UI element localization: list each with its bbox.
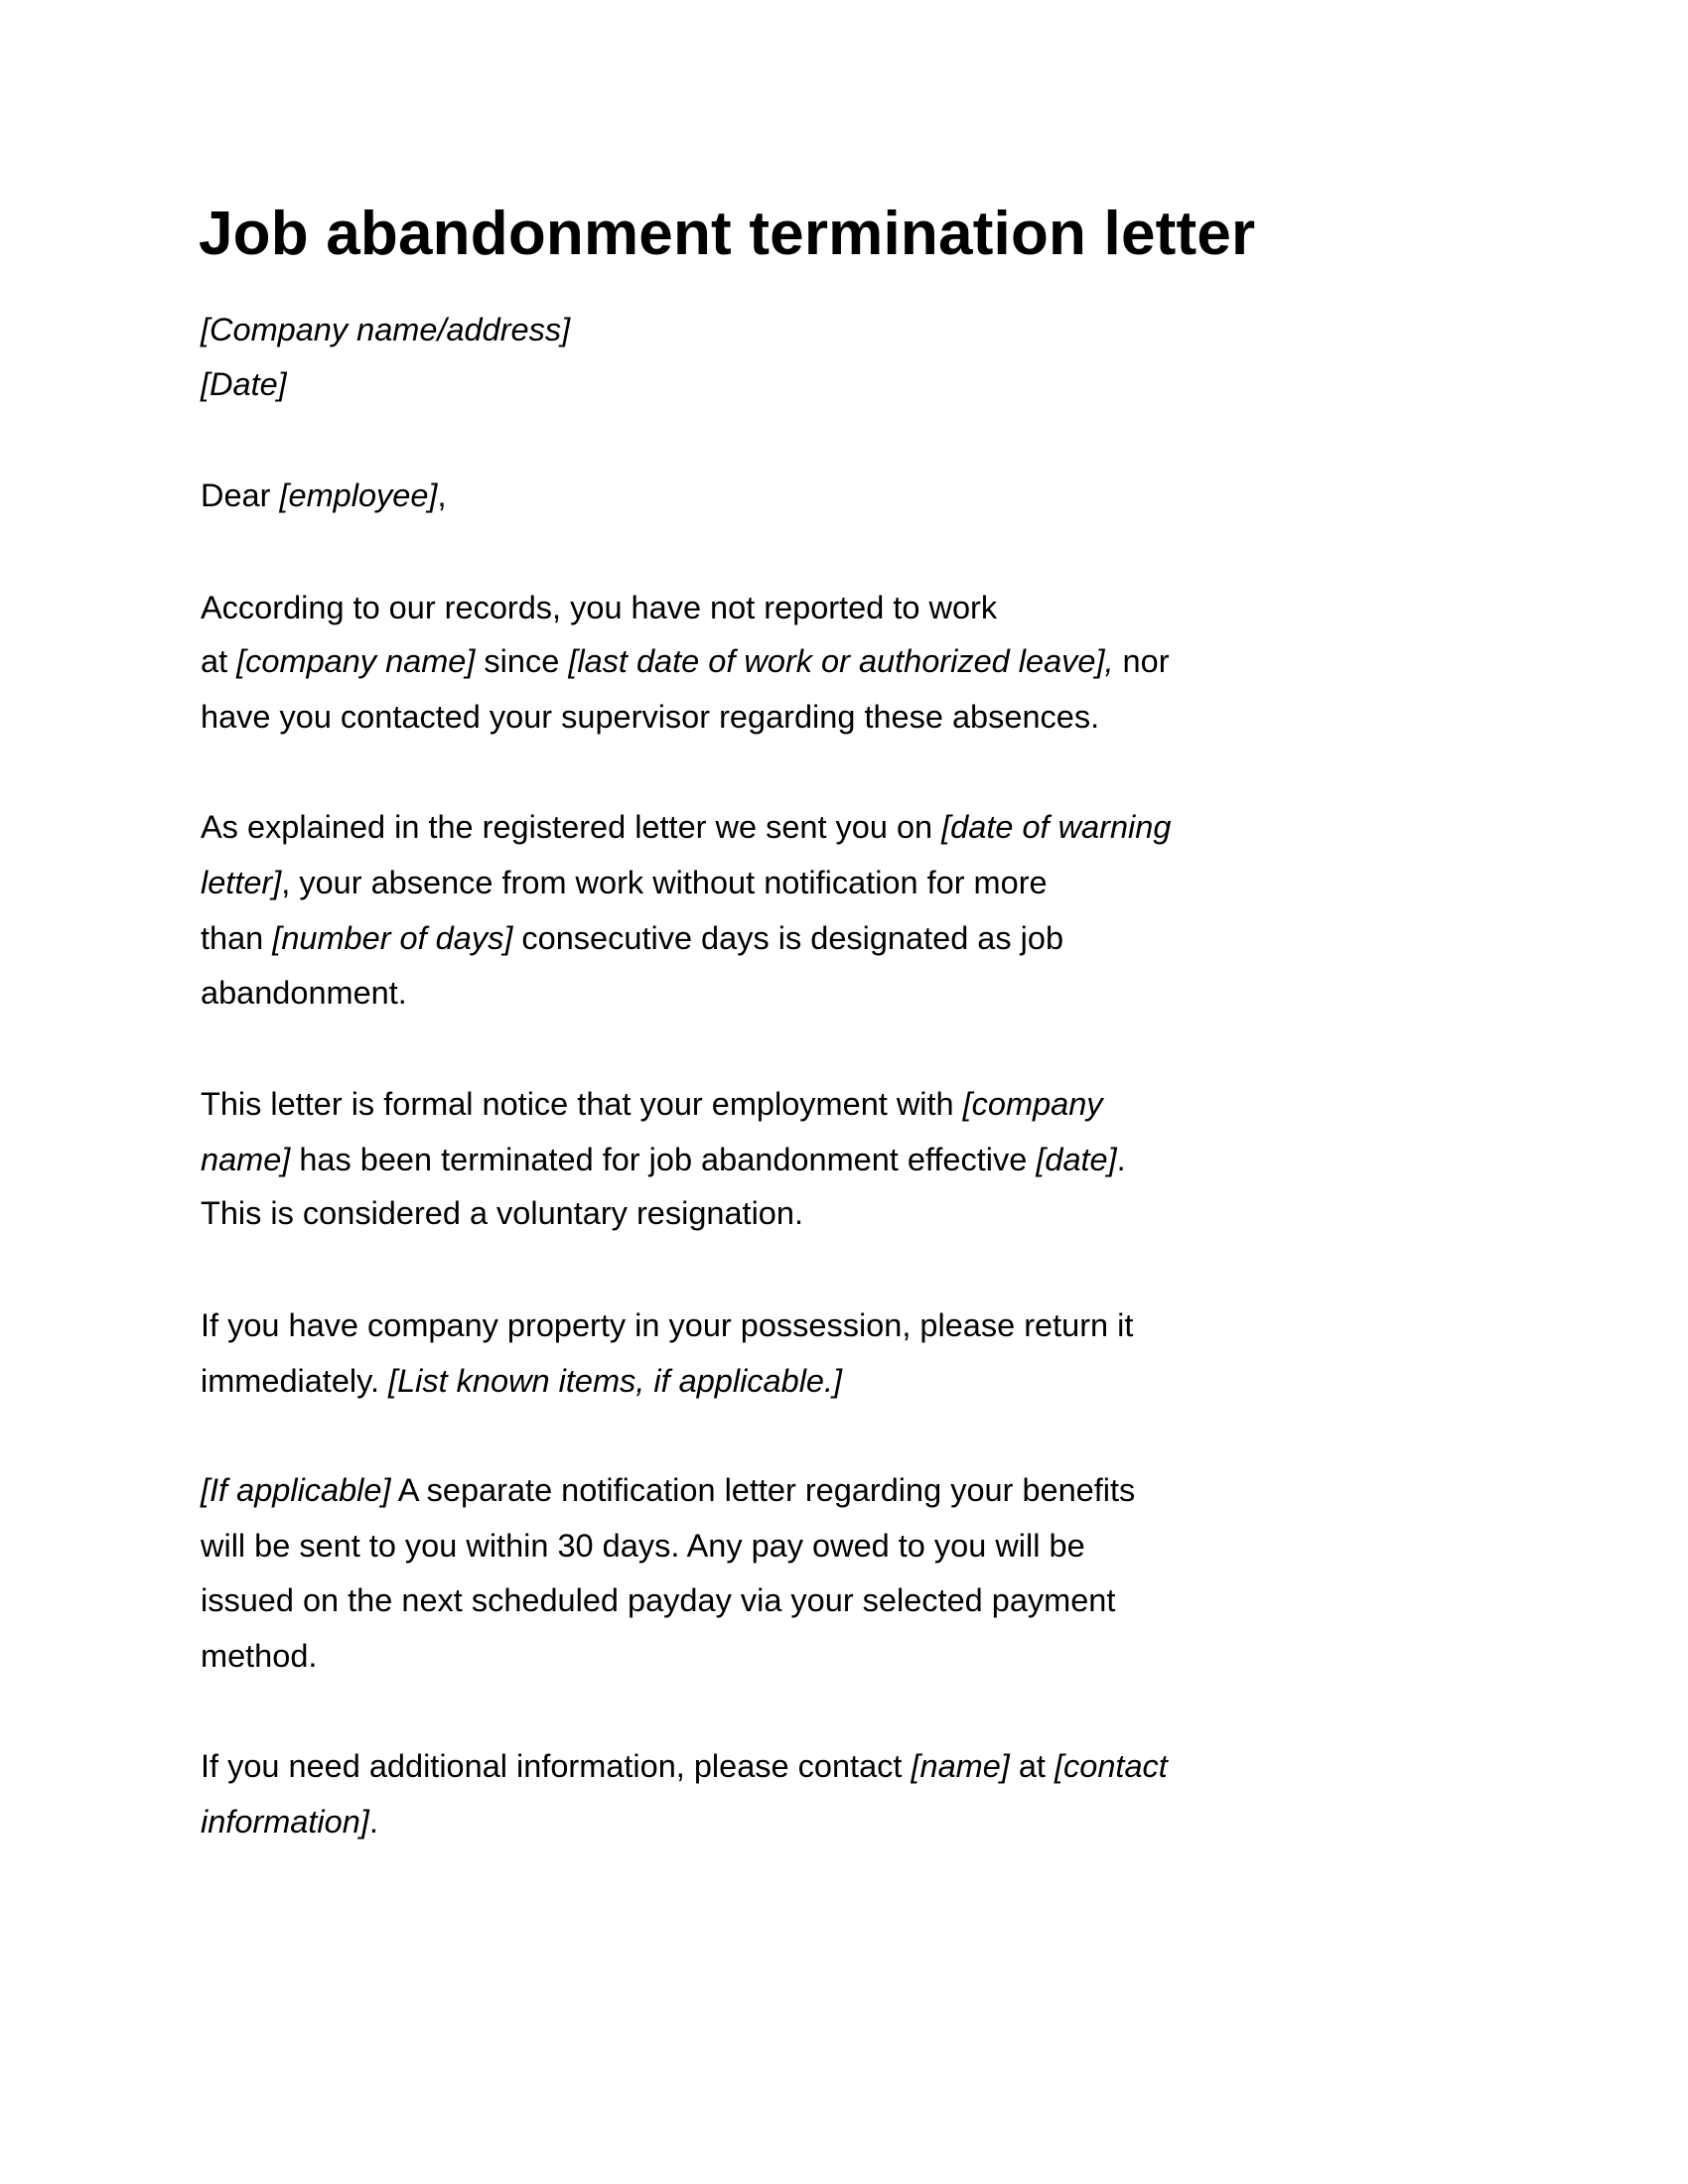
body-text: . — [1116, 1142, 1126, 1177]
body-text: This letter is formal notice that your employment with — [201, 1086, 963, 1122]
body-text: since — [475, 643, 569, 679]
body-text: immediately. — [201, 1363, 389, 1399]
body-text: According to our records, you have not reported to work — [201, 590, 998, 625]
date-placeholder: [Date] — [201, 366, 287, 402]
placeholder-text: [last date of work or authorized leave], — [568, 643, 1114, 679]
placeholder-text: [company — [962, 1086, 1103, 1122]
body-text: If you need additional information, please contact — [201, 1748, 912, 1784]
placeholder-text: [name] — [911, 1748, 1010, 1784]
body-text: nor — [1113, 643, 1170, 679]
paragraph-6-line-2 — [201, 1802, 378, 1842]
paragraph-3-line-2 — [201, 1140, 1126, 1179]
paragraph-2-line-1 — [201, 807, 1171, 847]
paragraph-4-line-1 — [201, 1305, 1133, 1345]
placeholder-text: [date of warning — [941, 809, 1172, 845]
body-text: will be sent to you within 30 days. Any pay owed to you will be — [201, 1528, 1085, 1564]
greeting: Dear [employee], — [201, 478, 447, 513]
placeholder-text: [If applicable] — [201, 1472, 391, 1508]
paragraph-5-line-3 — [201, 1580, 1115, 1620]
paragraph-4-line-2 — [201, 1361, 842, 1401]
paragraph-6-line-1 — [201, 1746, 1168, 1786]
body-text: If you have company property in your possession, please return it — [201, 1307, 1134, 1343]
placeholder-text: letter] — [201, 865, 282, 900]
placeholder-text: [number of days] — [272, 920, 513, 956]
placeholder-text: [contact — [1055, 1748, 1168, 1784]
company-address-placeholder: [Company name/address] — [201, 312, 571, 347]
body-text: than — [201, 920, 273, 956]
paragraph-2-line-4 — [201, 973, 407, 1013]
paragraph-3-line-1 — [201, 1084, 1103, 1124]
body-text: at — [1009, 1748, 1055, 1784]
body-text: consecutive days is designated as job — [512, 920, 1064, 956]
paragraph-1-line-3 — [201, 697, 1099, 737]
placeholder-text: [date] — [1036, 1142, 1117, 1177]
body-text: As explained in the registered letter we sent you on — [201, 809, 942, 845]
body-text: at — [201, 643, 237, 679]
paragraph-1-line-2 — [201, 641, 1170, 681]
paragraph-3-line-3 — [201, 1193, 803, 1233]
body-text: have you contacted your supervisor regarding these absences. — [201, 699, 1100, 735]
body-text: issued on the next scheduled payday via your selected payment — [201, 1582, 1116, 1618]
placeholder-text: [company name] — [236, 643, 476, 679]
document-title: Job abandonment termination letter — [199, 200, 1256, 268]
paragraph-5-line-1 — [201, 1470, 1135, 1510]
paragraph-2-line-3 — [201, 918, 1063, 958]
body-text: abandonment. — [201, 975, 407, 1011]
body-text: A separate notification letter regarding your benefits — [390, 1472, 1136, 1508]
placeholder-text: information] — [201, 1804, 369, 1840]
body-text: This is considered a voluntary resignation. — [201, 1195, 803, 1231]
body-text: , your absence from work without notification for more — [281, 865, 1048, 900]
placeholder-text: [List known items, if applicable.] — [388, 1363, 843, 1399]
paragraph-5-line-2 — [201, 1526, 1085, 1566]
body-text: has been terminated for job abandonment effective — [290, 1142, 1037, 1177]
paragraph-5-line-4 — [201, 1636, 317, 1676]
placeholder-text: name] — [201, 1142, 291, 1177]
body-text: method. — [201, 1638, 318, 1674]
paragraph-1-line-1 — [201, 588, 997, 627]
body-text: . — [368, 1804, 378, 1840]
paragraph-2-line-2 — [201, 863, 1048, 902]
